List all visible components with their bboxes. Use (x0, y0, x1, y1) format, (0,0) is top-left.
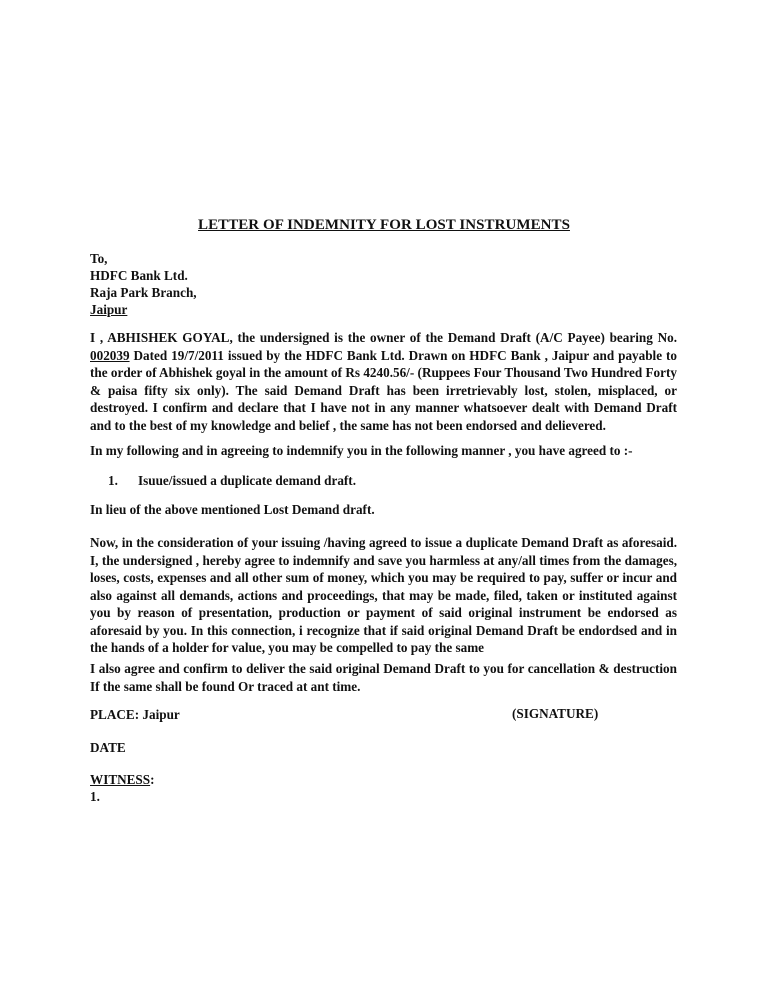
list-item (90, 472, 677, 490)
list-item-text: Isuue/issued a duplicate demand draft. (138, 473, 356, 488)
addressee-branch: Raja Park Branch, (90, 285, 197, 300)
witness-label: WITNESS (90, 772, 151, 787)
addressee-block (90, 250, 677, 318)
witness-block (90, 771, 677, 805)
dd-number: 002039 (90, 347, 130, 363)
date-field: DATE (90, 740, 126, 755)
in-lieu-paragraph: In lieu of the above mentioned Lost Demand draft. (90, 502, 375, 517)
declaration-body: Dated 19/7/2011 issued by the HDFC Bank Ltd. Drawn on HDFC Bank , Jaipur and payable to the order of Abhishek goyal in the amount of Rs 4240.56/- (Ruppees Four Thousand Two Hundred Forty & paisa fifty six only). The said Demand Draft has been irretrievably lost, stolen, misplaced, or destroyed. I confirm and declare that I have not in any manner whatsoever dealt with Demand Draft and to the best of my knowledge and belief , the same has not been endorsed and delievered. (90, 347, 677, 433)
document-title: LETTER OF INDEMNITY FOR LOST INSTRUMENTS (198, 217, 570, 233)
place-field: PLACE: Jaipur (90, 707, 180, 722)
list-item-number: 1. (108, 473, 118, 488)
witness-colon: : (150, 772, 155, 787)
signature-label: (SIGNATURE) (512, 706, 599, 721)
addressee-city: Jaipur (90, 302, 128, 317)
addressee-bank: HDFC Bank Ltd. (90, 268, 188, 283)
declaration-intro: I , ABHISHEK GOYAL, the undersigned is the owner of the Demand Draft (A/C Payee) bearing No. (90, 330, 677, 345)
addressee-salutation: To, (90, 251, 108, 266)
declaration-paragraph (90, 329, 677, 434)
agreement-list (90, 472, 677, 490)
delivery-paragraph: I also agree and confirm to deliver the said original Demand Draft to you for cancellation & destruction If the same shall be found Or traced at ant time. (90, 661, 677, 694)
indemnity-paragraph: Now, in the consideration of your issuing /having agreed to issue a duplicate Demand Draft as aforesaid. I, the undersigned , hereby agree to indemnify and save you harmless at any/all times from the damages, loses, costs, expenses and all other sum of money, which you may be required to pay, suffer or incur and also against all demands, actions and proceedings, that may be made, filed, taken or instituted against you by reason of presentation, production or payment of said original instrument be endorsed as aforesaid by you. In this connection, i recognize that if said original Demand Draft be endordsed and in the hands of a holder for value, you may be compelled to pay the same (90, 535, 677, 655)
witness-item-1: 1. (90, 789, 100, 804)
agreement-intro-paragraph: In my following and in agreeing to indemnify you in the following manner , you have agreed to :- (90, 443, 633, 458)
